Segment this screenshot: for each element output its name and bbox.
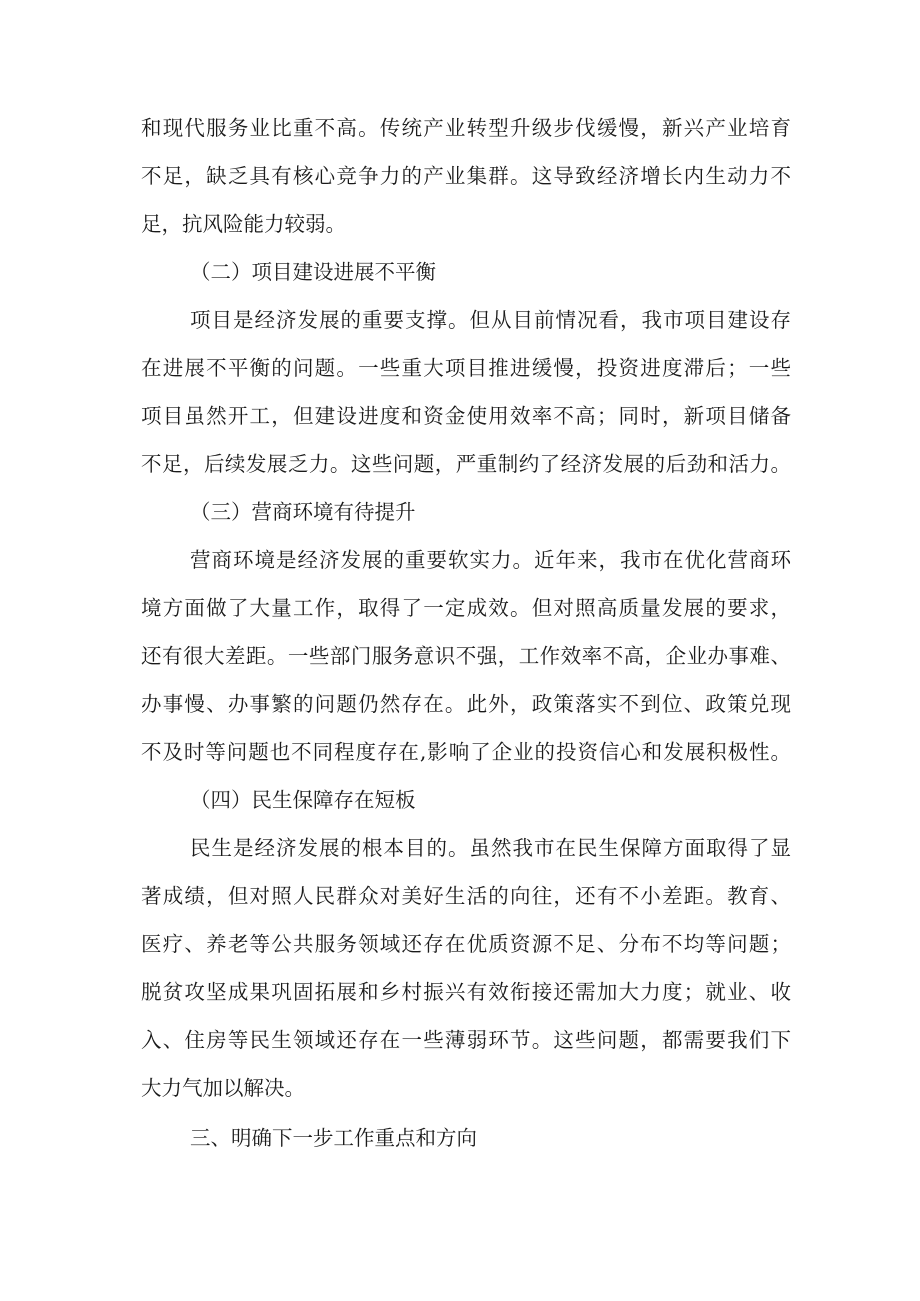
- section-heading: （三）营商环境有待提升: [190, 500, 416, 524]
- paragraph-line: 营商环境是经济发展的重要软实力。近年来，我市在优化营商环: [190, 548, 791, 572]
- paragraph-line: 和现代服务业比重不高。传统产业转型升级步伐缓慢，新兴产业培育: [141, 116, 791, 140]
- paragraph-line: 境方面做了大量工作，取得了一定成效。但对照高质量发展的要求，: [141, 596, 791, 620]
- paragraph-line: 在进展不平衡的问题。一些重大项目推进缓慢，投资进度滞后；一些: [141, 356, 791, 380]
- section-heading: （二）项目建设进展不平衡: [190, 260, 436, 284]
- paragraph-line: 不足，后续发展乏力。这些问题，严重制约了经济发展的后劲和活力。: [141, 452, 791, 476]
- paragraph-line: 项目是经济发展的重要支撑。但从目前情况看，我市项目建设存: [190, 308, 791, 332]
- paragraph-line: 办事慢、办事繁的问题仍然存在。此外，政策落实不到位、政策兑现: [141, 692, 791, 716]
- paragraph-line: 还有很大差距。一些部门服务意识不强，工作效率不高，企业办事难、: [141, 644, 791, 668]
- paragraph-line: 不足，缺乏具有核心竞争力的产业集群。这导致经济增长内生动力不: [141, 164, 791, 188]
- paragraph-line: 医疗、养老等公共服务领域还存在优质资源不足、分布不均等问题；: [141, 932, 791, 956]
- paragraph-line: 足，抗风险能力较弱。: [141, 212, 346, 236]
- paragraph-line: 项目虽然开工，但建设进度和资金使用效率不高；同时，新项目储备: [141, 404, 791, 428]
- paragraph-line: 不及时等问题也不同程度存在,影响了企业的投资信心和发展积极性。: [141, 740, 791, 764]
- paragraph-line: 民生是经济发展的根本目的。虽然我市在民生保障方面取得了显: [190, 836, 791, 860]
- paragraph-line: 著成绩，但对照人民群众对美好生活的向往，还有不小差距。教育、: [141, 884, 791, 908]
- paragraph-line: 大力气加以解决。: [141, 1076, 305, 1100]
- chapter-heading: 三、明确下一步工作重点和方向: [190, 1126, 477, 1150]
- paragraph-line: 入、住房等民生领域还存在一些薄弱环节。这些问题，都需要我们下: [141, 1028, 791, 1052]
- section-heading: （四）民生保障存在短板: [190, 788, 416, 812]
- paragraph-line: 脱贫攻坚成果巩固拓展和乡村振兴有效衔接还需加大力度；就业、收: [141, 980, 791, 1004]
